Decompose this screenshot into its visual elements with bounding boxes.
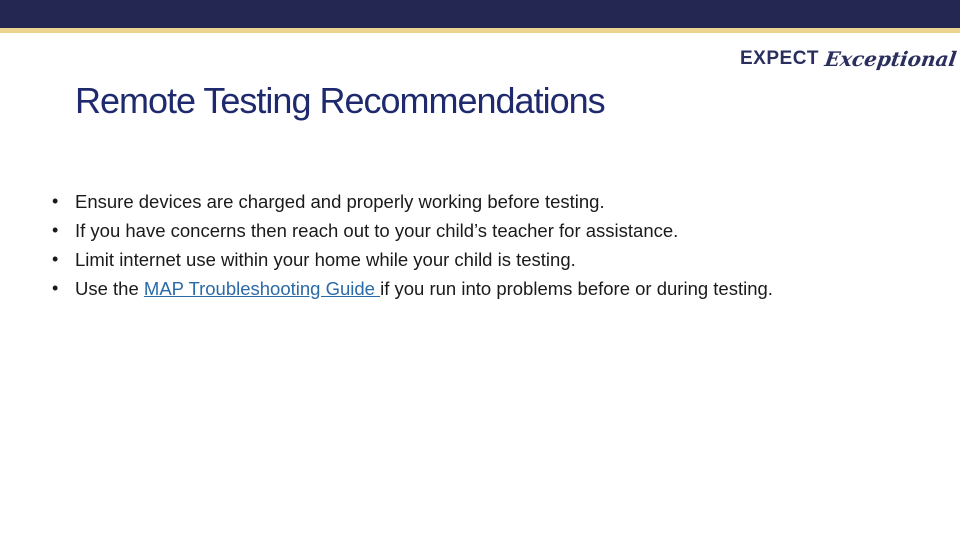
slide-title: Remote Testing Recommendations: [75, 80, 605, 121]
bullet-text: Ensure devices are charged and properly working before testing.: [75, 191, 605, 212]
top-accent-stripe: [0, 28, 960, 33]
bullet-text: Limit internet use within your home while your child is testing.: [75, 249, 576, 270]
top-banner-bar: [0, 0, 960, 28]
bullet-text-prefix: Use the: [75, 278, 144, 299]
bullet-text-suffix: if you run into problems before or during testing.: [380, 278, 773, 299]
bullet-text: [75, 274, 773, 303]
bullet-dot-icon: •: [52, 191, 59, 211]
map-troubleshooting-guide-link[interactable]: MAP Troubleshooting Guide: [143, 278, 381, 299]
bullet-dot-icon: •: [52, 278, 59, 298]
bullet-text: If you have concerns then reach out to your child’s teacher for assistance.: [75, 220, 679, 241]
logo-word-exceptional: Exceptional: [823, 47, 959, 71]
logo-word-expect: EXPECT: [740, 48, 820, 69]
bullet-dot-icon: •: [52, 220, 59, 240]
bullet-dot-icon: •: [52, 249, 59, 269]
expect-exceptional-logo: [740, 42, 959, 76]
